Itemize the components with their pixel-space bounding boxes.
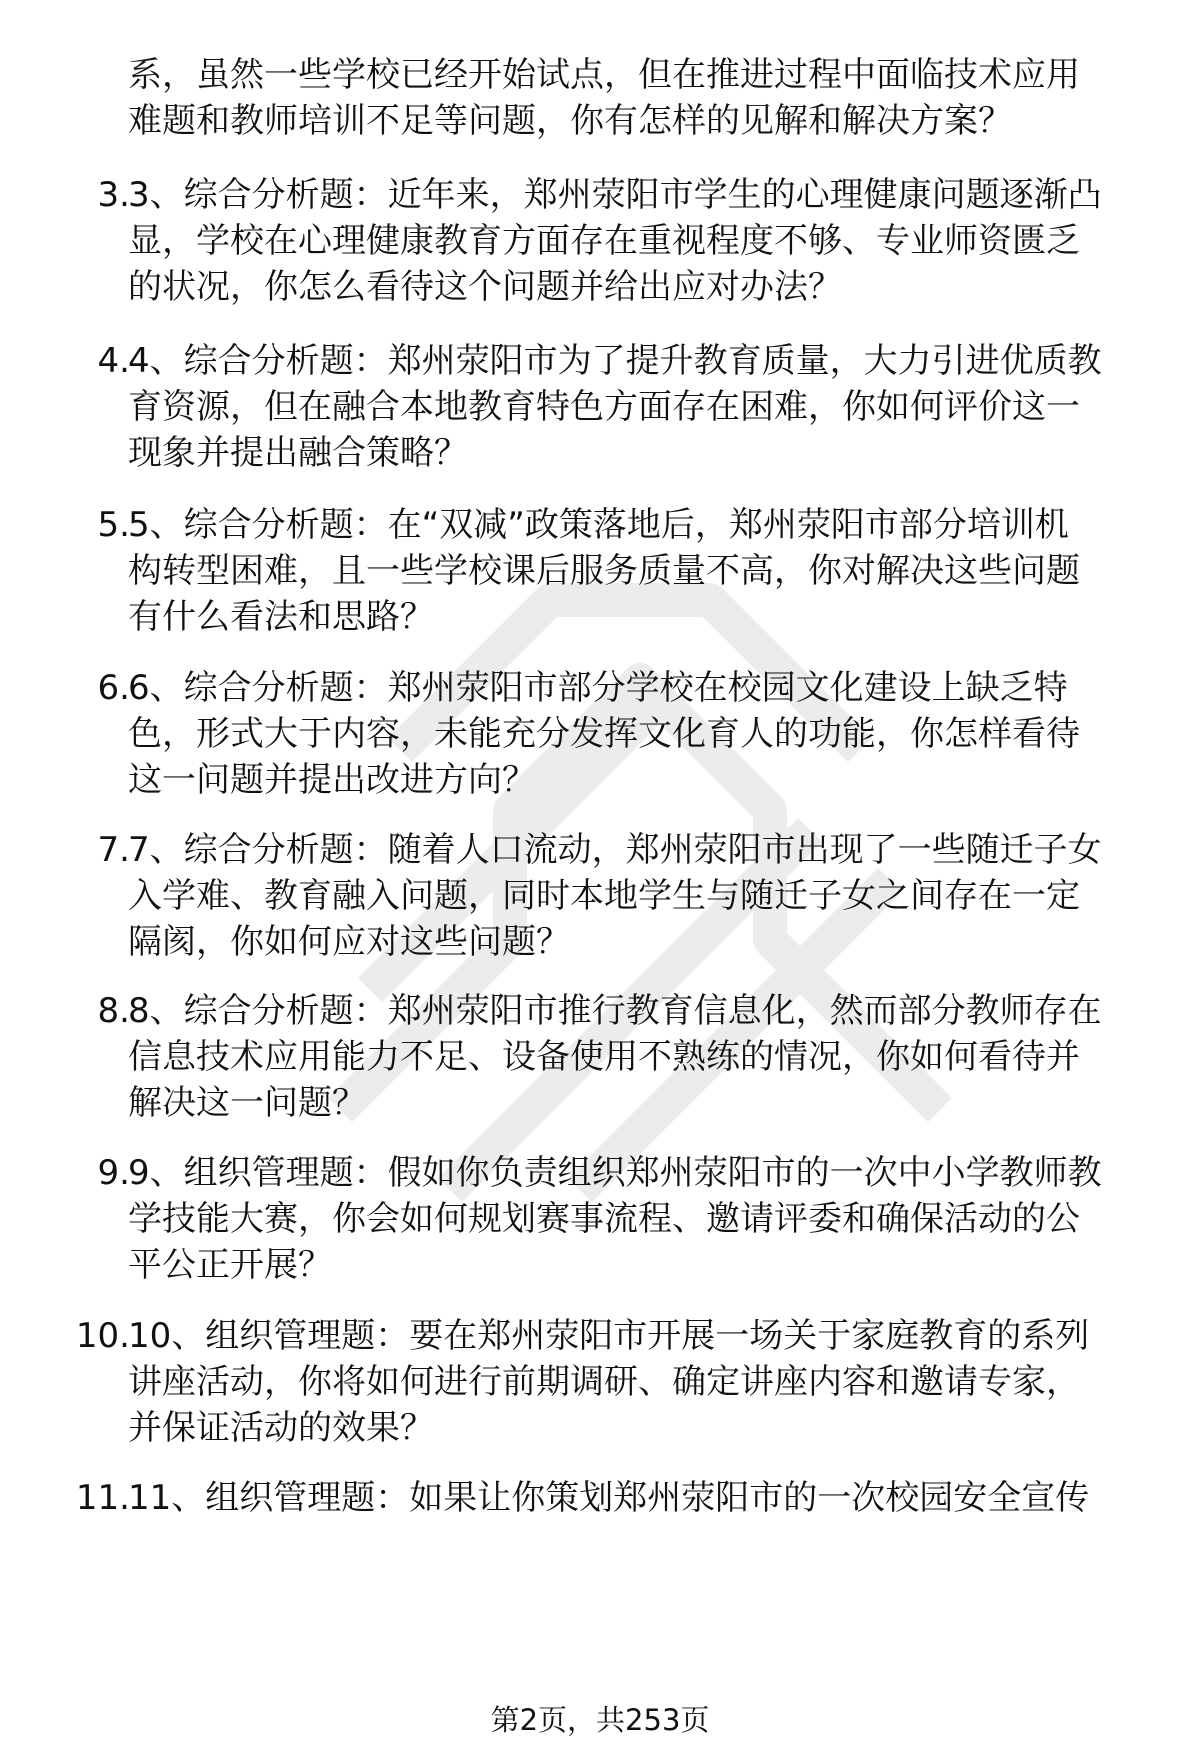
text-line: 这一问题并提出改进方向？ (128, 760, 536, 800)
text-line: 10、组织管理题：要在郑州荥阳市开展一场关于家庭教育的系列 (128, 1316, 1090, 1356)
page-footer: 第2页，共253页 (490, 1703, 710, 1737)
text-line: 8、综合分析题：郑州荥阳市推行教育信息化，然而部分教师存在 (128, 991, 1102, 1031)
text-line: 并保证活动的效果？ (128, 1408, 434, 1448)
text-line: 讲座活动，你将如何进行前期调研、确定讲座内容和邀请专家， (128, 1362, 1080, 1402)
text-line: 育资源，但在融合本地教育特色方面存在困难，你如何评价这一 (128, 387, 1080, 427)
text-line: 6、综合分析题：郑州荥阳市部分学校在校园文化建设上缺乏特 (128, 668, 1068, 708)
text-line: 现象并提出融合策略？ (128, 433, 468, 473)
text-line: 解决这一问题？ (128, 1083, 366, 1123)
item-number: 9. (97, 1153, 130, 1193)
item-number: 7. (97, 830, 130, 870)
text-line: 色，形式大于内容，未能充分发挥文化育人的功能，你怎样看待 (128, 714, 1080, 754)
text-line: 7、综合分析题：随着人口流动，郑州荥阳市出现了一些随迁子女 (128, 830, 1102, 870)
text-line: 平公正开展？ (128, 1245, 332, 1285)
item-number: 5. (97, 505, 130, 545)
item-number: 11. (75, 1478, 130, 1518)
text-line: 4、综合分析题：郑州荥阳市为了提升教育质量，大力引进优质教 (128, 341, 1102, 381)
text-line: 难题和教师培训不足等问题，你有怎样的见解和解决方案？ (128, 101, 1012, 141)
item-number: 3. (97, 175, 130, 215)
item-number: 6. (97, 668, 130, 708)
item-number: 8. (97, 991, 130, 1031)
text-line: 3、综合分析题：近年来，郑州荥阳市学生的心理健康问题逐渐凸 (128, 175, 1102, 215)
text-line: 信息技术应用能力不足、设备使用不熟练的情况，你如何看待并 (128, 1037, 1080, 1077)
text-line: 显，学校在心理健康教育方面存在重视程度不够、专业师资匮乏 (128, 221, 1080, 261)
text-line: 11、组织管理题：如果让你策划郑州荥阳市的一次校园安全宣传 (128, 1478, 1090, 1518)
text-line: 5、综合分析题：在“双减”政策落地后，郑州荥阳市部分培训机 (128, 505, 1069, 545)
text-line: 有什么看法和思路？ (128, 597, 434, 637)
text-line: 学技能大赛，你会如何规划赛事流程、邀请评委和确保活动的公 (128, 1199, 1080, 1239)
text-line: 入学难、教育融入问题，同时本地学生与随迁子女之间存在一定 (128, 876, 1080, 916)
text-line: 的状况，你怎么看待这个问题并给出应对办法？ (128, 267, 842, 307)
item-number: 4. (97, 341, 130, 381)
text-line: 9、组织管理题：假如你负责组织郑州荥阳市的一次中小学教师教 (128, 1153, 1102, 1193)
text-line: 系，虽然一些学校已经开始试点，但在推进过程中面临技术应用 (128, 55, 1080, 95)
text-line: 构转型困难，且一些学校课后服务质量不高，你对解决这些问题 (128, 551, 1080, 591)
item-number: 10. (75, 1316, 130, 1356)
text-line: 隔阂，你如何应对这些问题？ (128, 922, 570, 962)
